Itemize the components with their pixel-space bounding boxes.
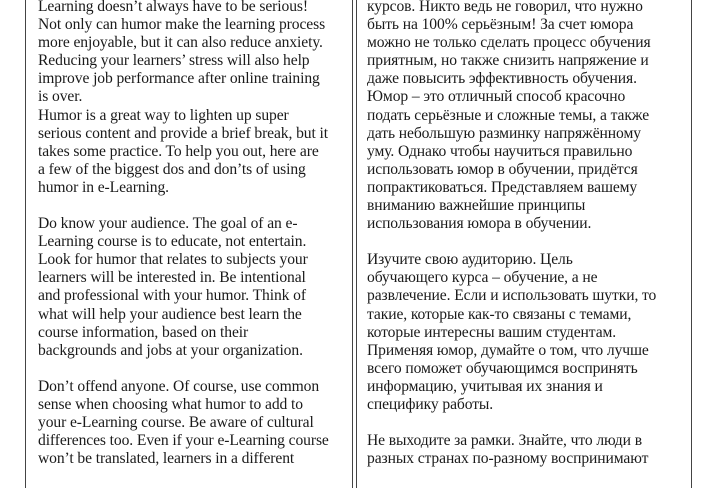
column-divider [352, 0, 353, 488]
english-intro-paragraph: Learning doesn’t always have to be serious! Not only can humor make the learning process more enjoyable, but it can also reduce anxiety. Reducing your learners’ stress will also help improve job performance after online training is over. Humor is a great way to lighten up super serious content and provide a brief break, but it takes some practice. To help you out, here are a few of the biggest dos and don’ts of using humor in e-Learning. [38, 0, 328, 196]
english-column [38, 0, 348, 468]
bilingual-table [25, 0, 692, 488]
english-offend-paragraph: Don’t offend anyone. Of course, use common sense when choosing what humor to add to your e-Learning course. Be aware of cultural differences too. Even if your e-Learning course won’t be translated, learners in a different [38, 377, 329, 468]
russian-offend-paragraph: Не выходите за рамки. Знайте, что люди в разных странах по-разному воспринимают [367, 432, 649, 468]
column-divider-inner [356, 0, 357, 488]
russian-intro-paragraph: курсов. Никто ведь не говорил, что нужно быть на 100% серьёзным! За счет юмора можно не только сделать процесс обучения приятным, но также снизить напряжение и даже повысить эффективность обучения. Юмор – это отличный способ красочно подать серьёзные и сложные темы, а также дать небольшую разминку напряжённому уму. Однако чтобы научиться правильно использовать юмор в обучении, придётся попрактиковаться. Представляем вашему вниманию важнейшие принципы использования юмора в обучении. [367, 0, 651, 233]
russian-audience-paragraph: Изучите свою аудиторию. Цель обучающего курса – обучение, а не развлечение. Если и использовать шутки, то такие, которые как-то связаны с темами, которые интересны вашим студентам. Применяя юмор, думайте о том, что лучше всего поможет обучающимся воспринять информацию, учитывая их знания и специфику работы. [367, 251, 657, 413]
english-audience-paragraph: Do know your audience. The goal of an e- Learning course is to educate, not entertain. Look for humor that relates to subjects your learners will be interested in. Be intentional and professional with your humor. Think of what will help your audience best learn the course information, based on their backgrounds and jobs at your organization. [38, 215, 308, 359]
russian-column [367, 0, 685, 468]
